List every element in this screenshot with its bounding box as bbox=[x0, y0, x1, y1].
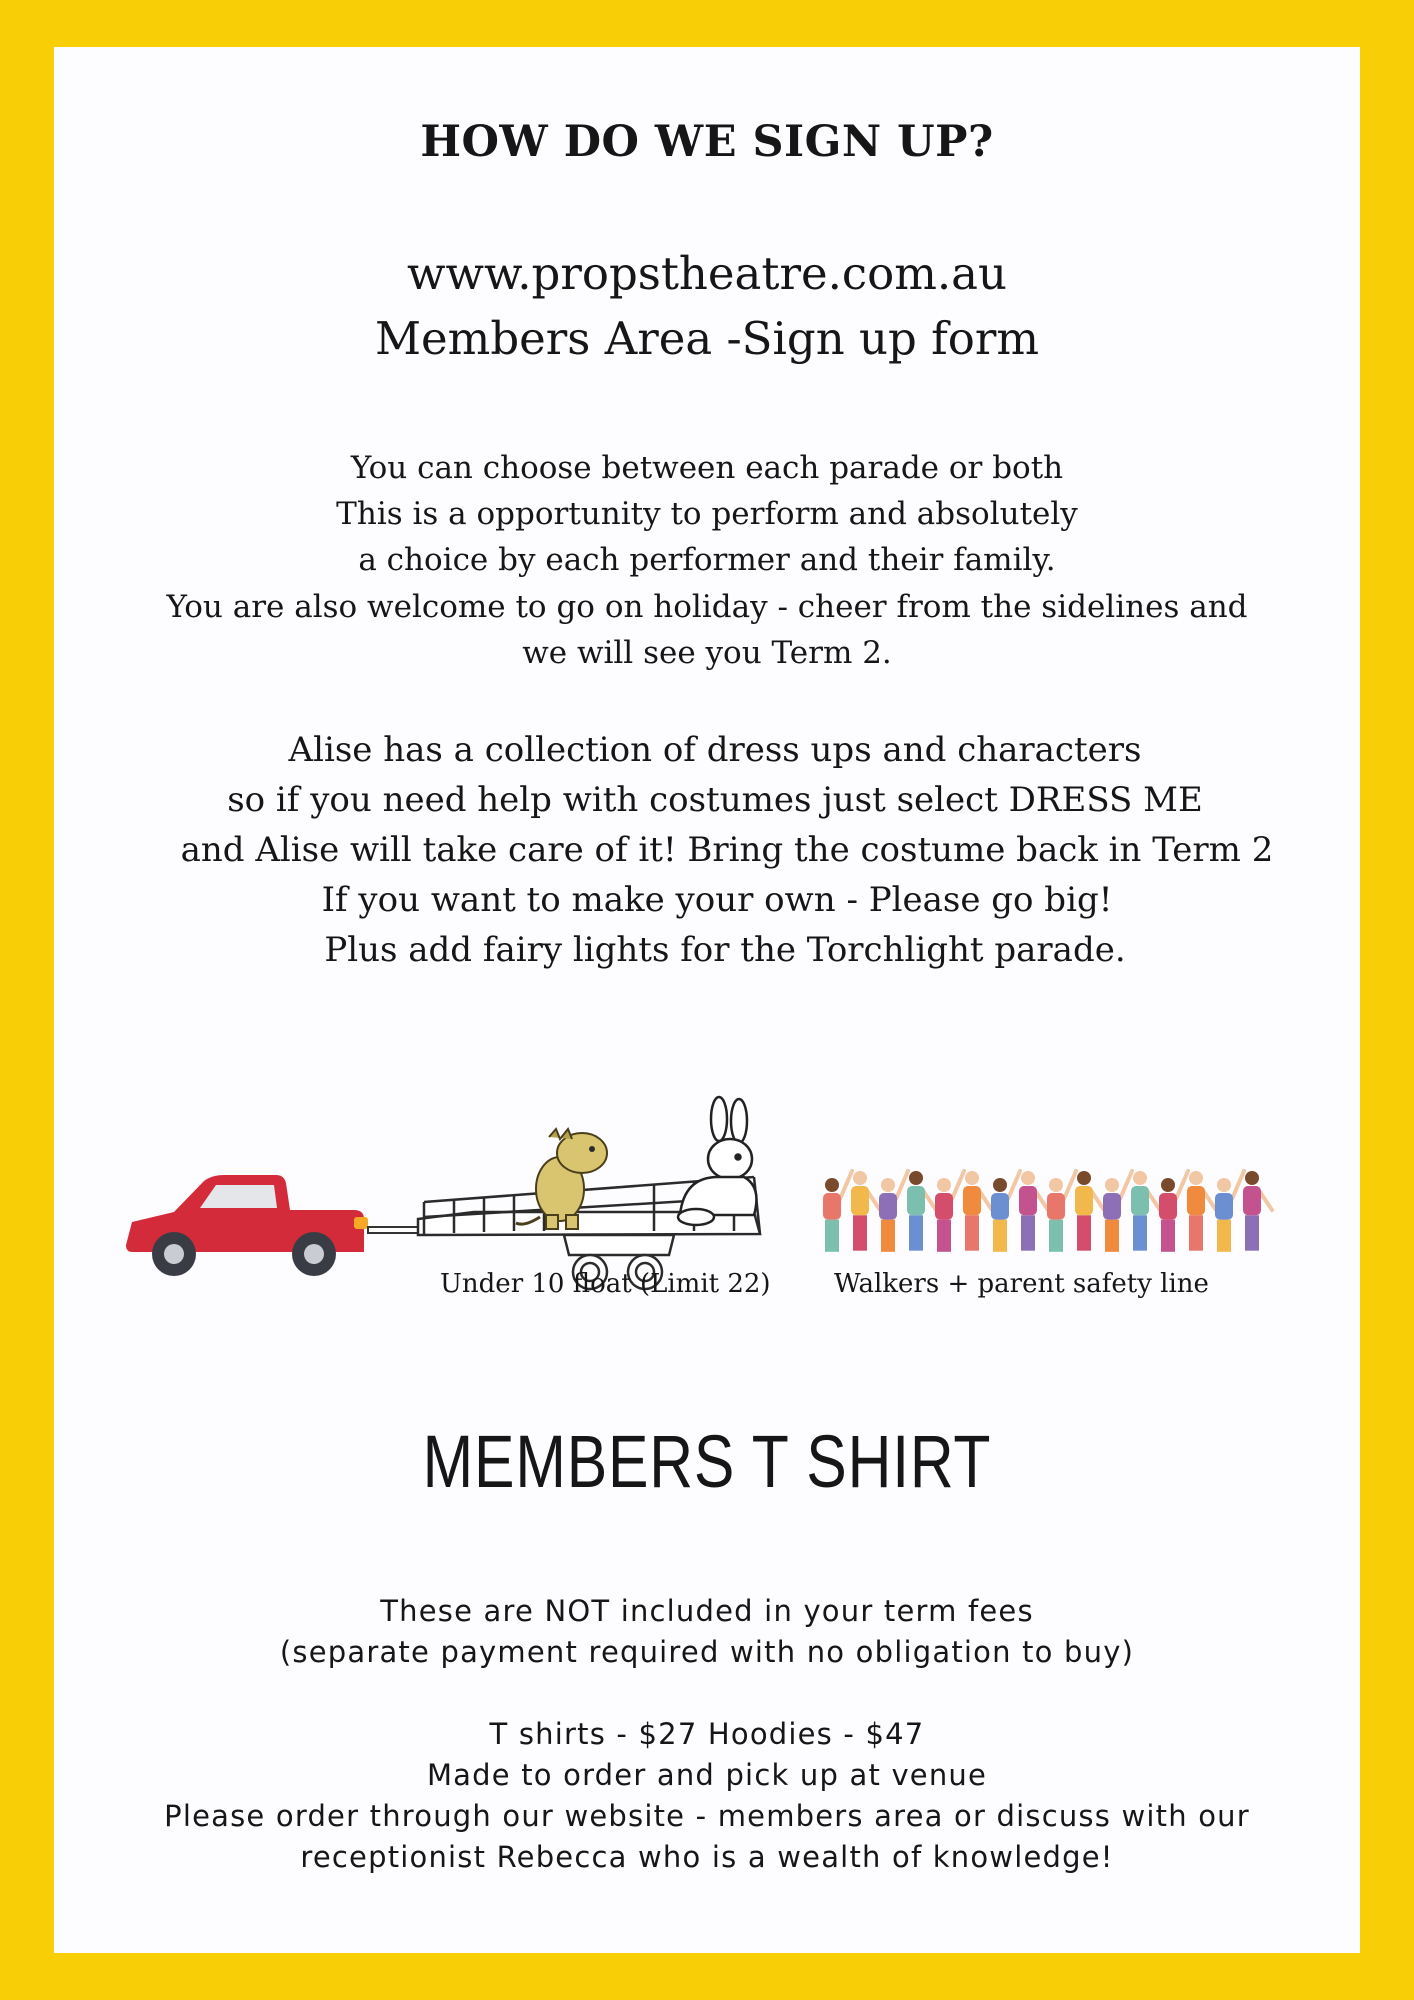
walkers-caption: Walkers + parent safety line bbox=[834, 1269, 1209, 1299]
tshirt-info-line: Made to order and pick up at venue bbox=[426, 1758, 988, 1792]
tshirt-info-line: (separate payment required with no obligation to buy) bbox=[279, 1635, 1135, 1669]
costume-paragraph-line: so if you need help with costumes just select DRESS ME bbox=[227, 780, 1203, 820]
tshirt-info-line: Please order through our website - members area or discuss with our bbox=[164, 1799, 1250, 1833]
walker-person-icon bbox=[1187, 1171, 1216, 1251]
walker-person-icon bbox=[1103, 1171, 1132, 1252]
costume-paragraph-line: If you want to make your own - Please go big! bbox=[321, 880, 1113, 920]
crowd-of-walkers-icon bbox=[823, 1171, 1272, 1252]
walker-person-icon bbox=[1131, 1171, 1160, 1251]
walker-person-icon bbox=[907, 1171, 936, 1251]
walker-person-icon bbox=[1243, 1171, 1272, 1251]
walker-person-icon bbox=[1215, 1171, 1244, 1252]
tshirt-info-line: These are NOT included in your term fees bbox=[380, 1594, 1034, 1628]
members-tshirt-heading: MEMBERS T SHIRT bbox=[422, 1420, 992, 1503]
flyer-page bbox=[54, 47, 1360, 1953]
choice-paragraph-line: we will see you Term 2. bbox=[522, 635, 892, 671]
choice-paragraph-line: You can choose between each parade or both bbox=[350, 450, 1064, 486]
walker-person-icon bbox=[991, 1171, 1020, 1252]
walker-person-icon bbox=[823, 1171, 852, 1252]
choice-paragraph-line: You are also welcome to go on holiday - cheer from the sidelines and bbox=[166, 589, 1248, 625]
costume-paragraph-line: and Alise will take care of it! Bring the costume back in Term 2 bbox=[180, 830, 1274, 870]
float-caption: Under 10 float (Limit 22) bbox=[440, 1269, 771, 1299]
walker-person-icon bbox=[1047, 1171, 1076, 1252]
members-area-signup-form: Members Area -Sign up form bbox=[374, 312, 1040, 365]
website-link[interactable]: www.propstheatre.com.au bbox=[407, 247, 1007, 300]
costume-paragraph-line: Alise has a collection of dress ups and characters bbox=[288, 730, 1142, 770]
tshirt-prices: T shirts - $27 Hoodies - $47 bbox=[489, 1717, 925, 1751]
choice-paragraph-line: This is a opportunity to perform and absolutely bbox=[336, 496, 1078, 532]
walker-person-icon bbox=[1159, 1171, 1188, 1252]
red-ute-icon bbox=[126, 1175, 418, 1276]
walker-person-icon bbox=[1075, 1171, 1104, 1251]
signup-heading: HOW DO WE SIGN UP? bbox=[420, 117, 994, 167]
walker-person-icon bbox=[963, 1171, 992, 1251]
walker-person-icon bbox=[879, 1171, 908, 1252]
walker-person-icon bbox=[935, 1171, 964, 1252]
choice-paragraph-line: a choice by each performer and their family. bbox=[358, 542, 1056, 578]
tshirt-info-line: receptionist Rebecca who is a wealth of knowledge! bbox=[300, 1840, 1114, 1874]
costume-paragraph-line: Plus add fairy lights for the Torchlight parade. bbox=[324, 930, 1126, 970]
walker-person-icon bbox=[851, 1171, 880, 1251]
rabbit-icon bbox=[678, 1097, 756, 1225]
walker-person-icon bbox=[1019, 1171, 1048, 1251]
